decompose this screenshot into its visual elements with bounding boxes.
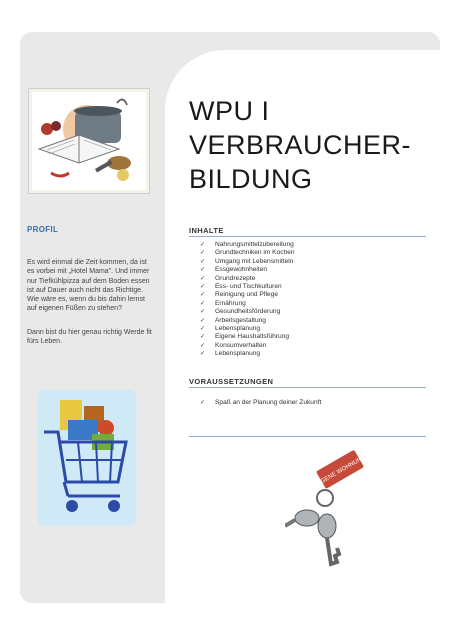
- checkmark-icon: ✓: [200, 334, 206, 341]
- bottom-divider: [189, 436, 426, 437]
- checkmark-icon: ✓: [200, 351, 206, 358]
- inhalte-item-text: Ess- und Tischkulturen: [215, 283, 282, 291]
- inhalte-item-text: Grundrezepte: [215, 274, 256, 282]
- profil-paragraph-2: Dann bist du hier genau richtig Werde fit fürs Leben.: [27, 328, 152, 346]
- inhalte-item-text: Essgewohnheiten: [215, 266, 268, 274]
- title-line-2: VERBRAUCHER-: [189, 130, 412, 160]
- inhalte-item-text: Gesundheitsförderung: [215, 308, 281, 316]
- profil-text: [27, 258, 155, 354]
- inhalte-item: [200, 317, 295, 325]
- inhalte-item: [200, 266, 295, 274]
- checkmark-icon: ✓: [200, 292, 206, 299]
- inhalte-item: [200, 283, 295, 291]
- inhalte-divider: [189, 236, 426, 237]
- checkmark-icon: ✓: [200, 326, 206, 333]
- inhalte-item: [200, 241, 295, 249]
- inhalte-item-text: Lebensplanung: [215, 350, 261, 358]
- inhalte-item: [200, 325, 295, 333]
- profil-paragraph-1: Es wird einmal die Zeit kommen, da ist es vorbei mit „Hotel Mama". Und immer nur Tiefkühlpizza auf dem Boden essen ist auf Dauer auch nicht das Richtige. Wie wäre es, wenn du bis dahin lernst auf eigenen Füßen zu stehen?: [27, 259, 150, 313]
- voraussetzungen-divider: [189, 387, 426, 388]
- checkmark-icon: ✓: [200, 267, 206, 274]
- inhalte-item-text: Konsumverhalten: [215, 341, 267, 349]
- checkmark-icon: ✓: [200, 342, 206, 349]
- inhalte-item: [200, 275, 295, 283]
- inhalte-item-text: Reinigung und Pflege: [215, 291, 279, 299]
- cooking-illustration: [28, 88, 150, 194]
- voraussetzungen-list: [200, 399, 321, 407]
- inhalte-item: [200, 350, 295, 358]
- inhalte-item: [200, 291, 295, 299]
- page-title: [189, 94, 429, 196]
- inhalte-item-text: Arbeitsgestaltung: [215, 316, 266, 324]
- inhalte-item: [200, 300, 295, 308]
- inhalte-item-text: Nahrungsmittelzubereitung: [215, 241, 294, 248]
- keys-illustration: [285, 448, 375, 568]
- inhalte-item: [200, 249, 295, 257]
- inhalte-item-text: Grundtechniken im Kochen: [215, 249, 295, 257]
- title-line-1: WPU I: [189, 96, 270, 126]
- inhalte-item-text: Eigene Haushaltsführung: [215, 333, 290, 341]
- voraussetzungen-item-text: Spaß an der Planung deiner Zukunft: [215, 399, 322, 406]
- checkmark-icon: ✓: [200, 309, 206, 316]
- inhalte-list: [200, 241, 295, 359]
- inhalte-item-text: Ernährung: [215, 299, 246, 307]
- title-line-3: BILDUNG: [189, 164, 313, 194]
- checkmark-icon: ✓: [200, 400, 206, 406]
- profil-heading: PROFIL: [27, 225, 59, 234]
- checkmark-icon: ✓: [200, 250, 206, 257]
- inhalte-item: [200, 333, 295, 341]
- inhalte-heading: INHALTE: [189, 226, 224, 235]
- inhalte-item-text: Lebensplanung: [215, 325, 261, 333]
- voraussetzungen-item: [200, 399, 321, 407]
- inhalte-item: [200, 342, 295, 350]
- inhalte-item: [200, 258, 295, 266]
- voraussetzungen-heading: VORAUSSETZUNGEN: [189, 377, 274, 386]
- checkmark-icon: ✓: [200, 284, 206, 291]
- checkmark-icon: ✓: [200, 258, 206, 265]
- inhalte-item: [200, 308, 295, 316]
- inhalte-item-text: Umgang mit Lebensmitteln: [215, 257, 294, 265]
- checkmark-icon: ✓: [200, 275, 206, 282]
- shopping-cart-illustration: [38, 390, 136, 526]
- checkmark-icon: ✓: [200, 317, 206, 324]
- keytag-text: EIGENE WOHNUNG: [314, 454, 368, 488]
- checkmark-icon: ✓: [200, 242, 206, 248]
- checkmark-icon: ✓: [200, 300, 206, 307]
